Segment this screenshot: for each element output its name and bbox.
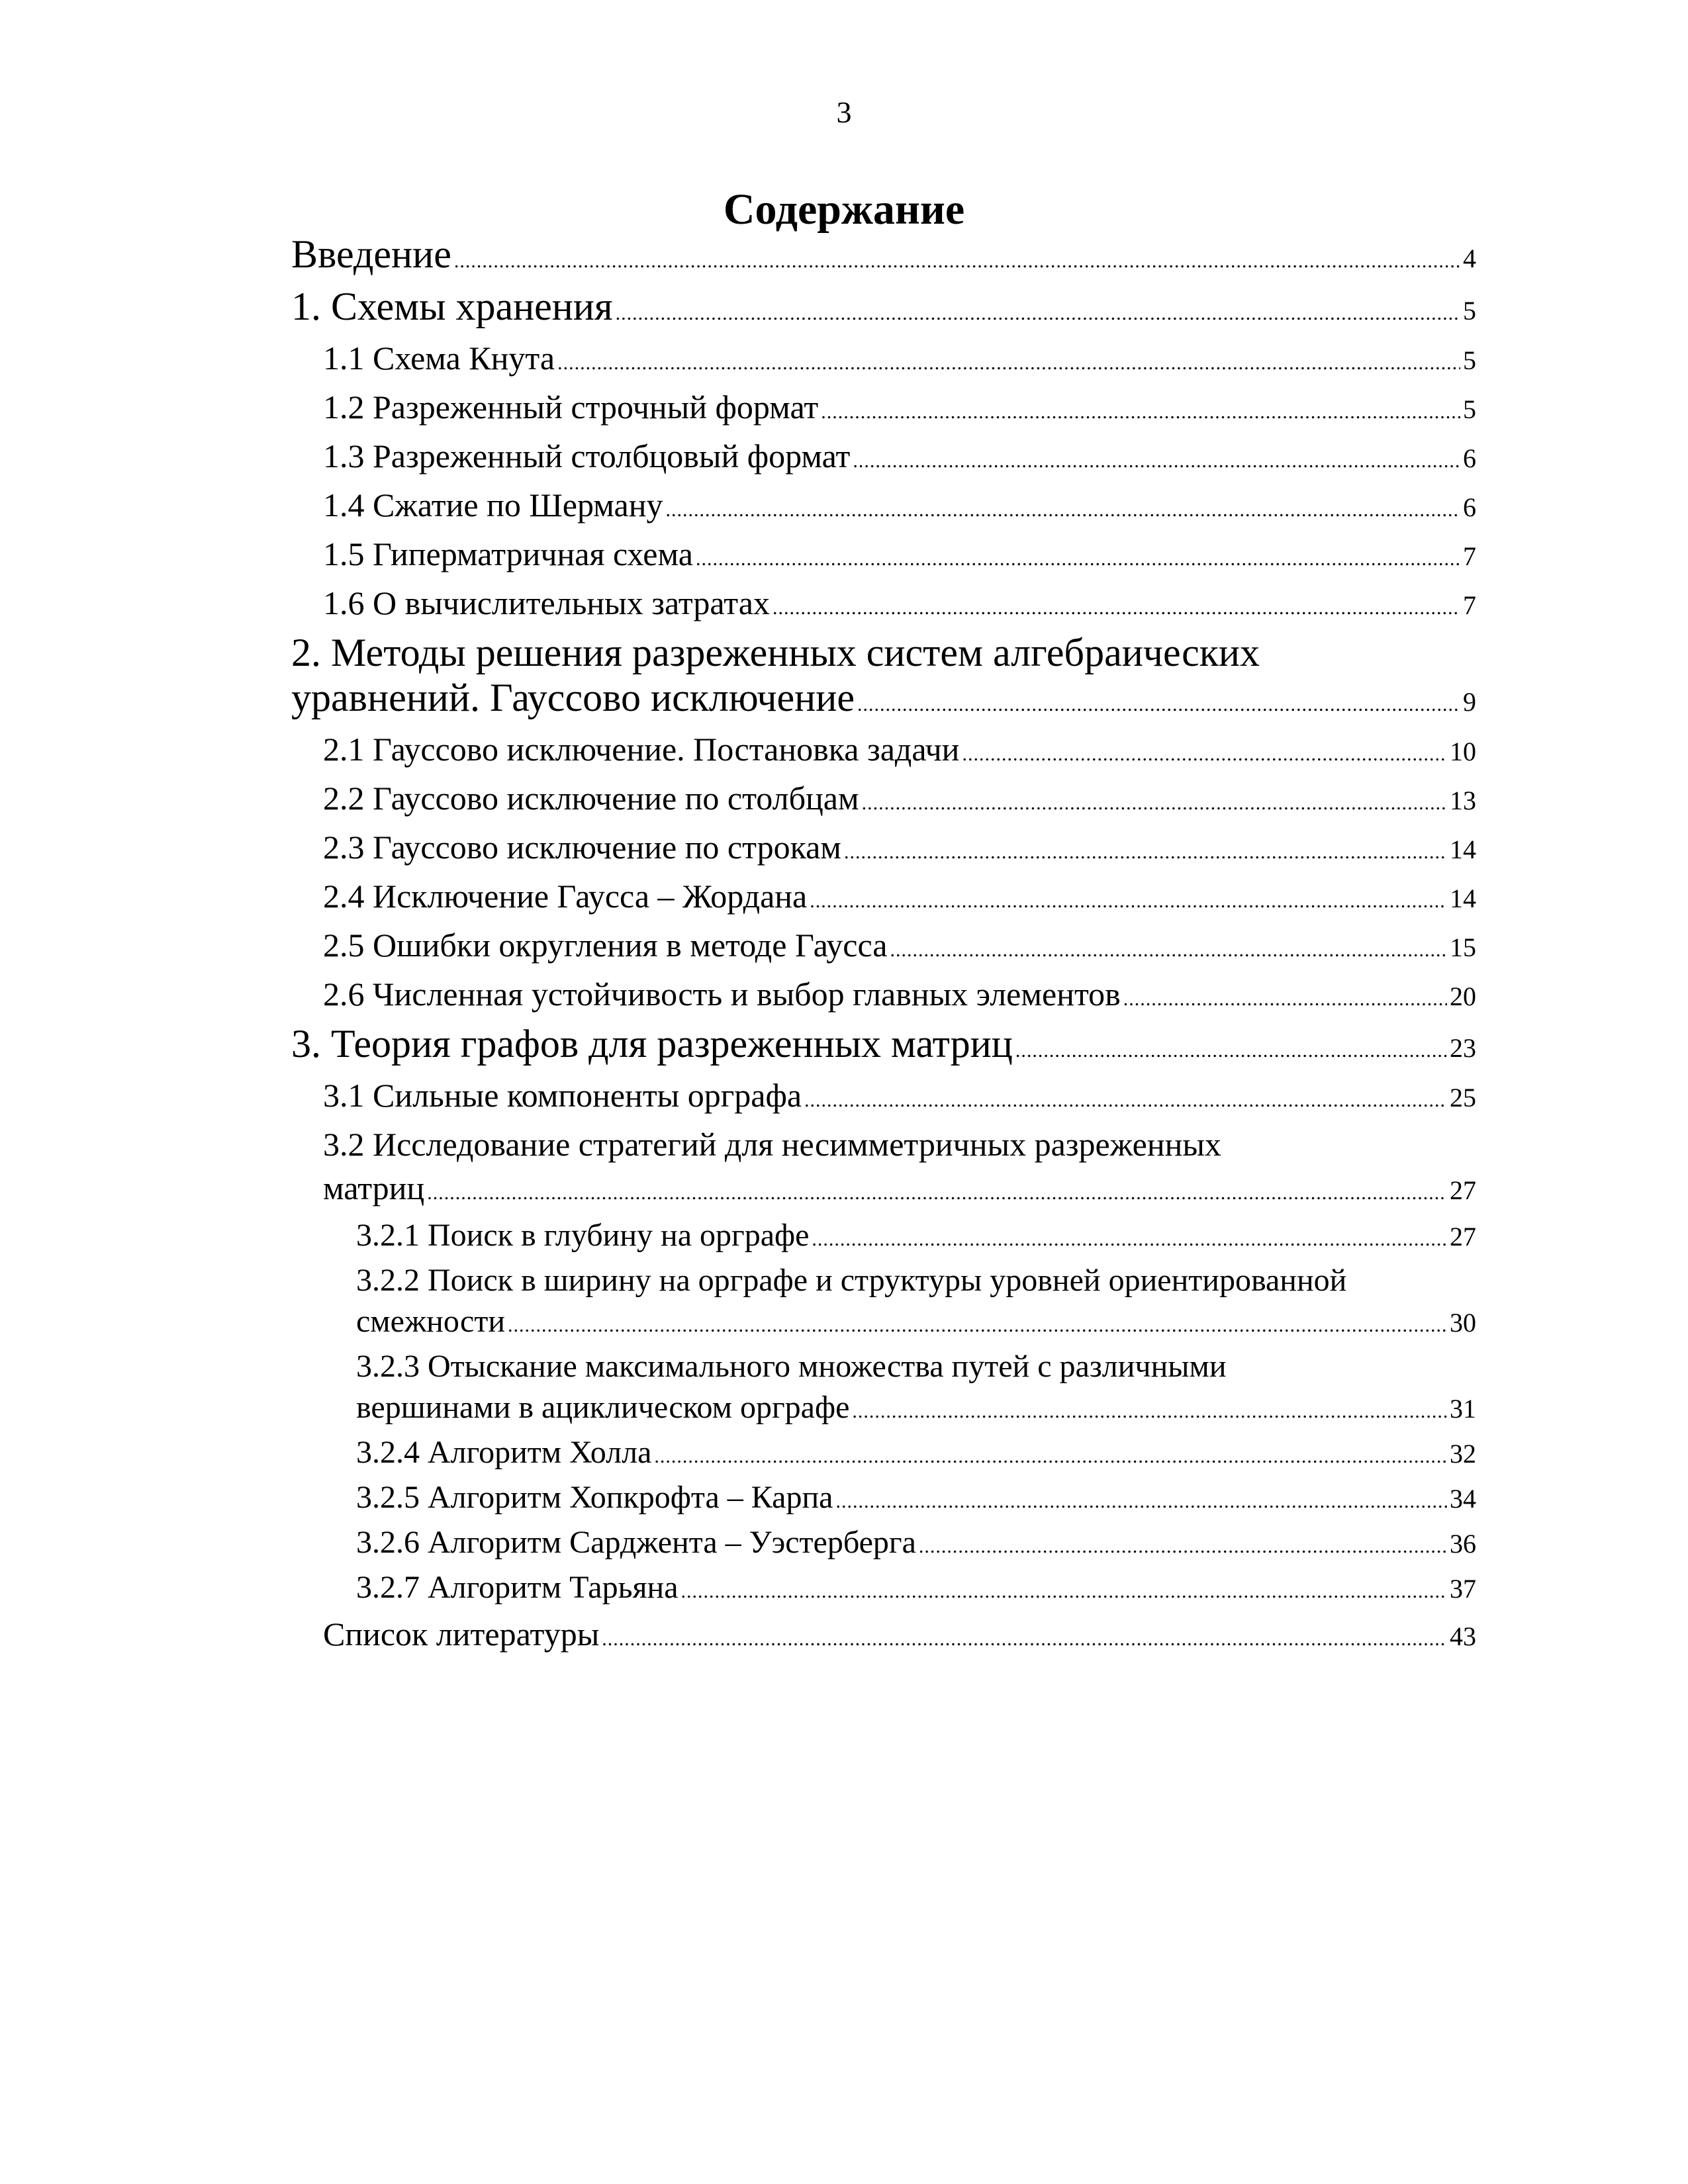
dot-leader xyxy=(1123,978,1447,1021)
toc-entry xyxy=(291,1260,1476,1346)
toc-entry xyxy=(291,385,1476,434)
toc-page-number: 13 xyxy=(1450,786,1476,815)
toc-row xyxy=(291,727,1476,776)
toc-page-number: 9 xyxy=(1463,687,1476,717)
toc-page-number: 43 xyxy=(1450,1621,1476,1651)
toc-page-number: 31 xyxy=(1450,1394,1476,1424)
toc-page-number: 37 xyxy=(1450,1574,1476,1604)
toc-entry-line: 3.2.2 Поиск в ширину на орграфе и структуры уровней ориентированной xyxy=(356,1263,1347,1298)
toc-entry-label: 2.6 Численная устойчивость и выбор главных элементов xyxy=(323,976,1121,1013)
toc-entry-label: 1.1 Схема Кнута xyxy=(323,340,555,377)
toc-entry-label: уравнений. Гауссово исключение xyxy=(291,676,855,719)
toc-page-number: 14 xyxy=(1450,884,1476,913)
toc-entry-label: 3.2.1 Поиск в глубину на орграфе xyxy=(356,1218,810,1253)
dot-leader xyxy=(857,682,1460,727)
toc-page-number: 27 xyxy=(1450,1175,1476,1205)
dot-leader xyxy=(454,239,1460,284)
toc-row xyxy=(291,923,1476,972)
dot-leader xyxy=(862,782,1447,825)
toc-entry xyxy=(291,284,1476,336)
toc-entry-line: 3.2 Исследование стратегий для несимметричных разреженных xyxy=(323,1126,1221,1163)
toc-page-number: 14 xyxy=(1450,835,1476,864)
dot-leader xyxy=(557,341,1460,385)
dot-leader xyxy=(773,586,1460,630)
toc-entry-label: 3.1 Сильные компоненты орграфа xyxy=(323,1077,802,1114)
toc-entry-label: 1. Схемы хранения xyxy=(291,285,613,328)
toc-row xyxy=(291,434,1476,483)
toc-entry-line: 3.2.3 Отыскание максимального множества путей с различными xyxy=(356,1349,1227,1384)
toc-entry xyxy=(291,825,1476,874)
toc-row xyxy=(291,825,1476,874)
toc-entry-label: 1.2 Разреженный строчный формат xyxy=(323,388,819,426)
toc-page-number: 25 xyxy=(1450,1083,1476,1113)
toc-entry xyxy=(291,1522,1476,1567)
dot-leader xyxy=(890,929,1447,972)
dot-leader xyxy=(427,1171,1447,1215)
toc-entry-label: 3.2.6 Алгоритм Сарджента – Уэстерберга xyxy=(356,1525,916,1560)
toc-row xyxy=(291,581,1476,630)
page-title: Содержание xyxy=(723,185,965,234)
toc-entry xyxy=(291,1567,1476,1612)
toc-row xyxy=(291,675,1476,727)
toc-entry xyxy=(291,483,1476,532)
toc-entry-label: матриц xyxy=(323,1169,425,1206)
toc-entry xyxy=(291,1477,1476,1522)
toc-page-number: 7 xyxy=(1463,541,1476,571)
toc-entry xyxy=(291,727,1476,776)
dot-leader xyxy=(602,1617,1447,1661)
toc-page-number: 10 xyxy=(1450,737,1476,766)
toc-row xyxy=(291,776,1476,825)
toc-entry-label: Введение xyxy=(291,232,451,276)
toc-entry xyxy=(291,874,1476,923)
toc-entry-label: вершинами в ациклическом орграфе xyxy=(356,1390,850,1425)
toc-row xyxy=(291,1477,1476,1522)
toc-entry-label: 3.2.4 Алгоритм Холла xyxy=(356,1435,652,1470)
toc-entry xyxy=(291,581,1476,630)
page-number: 3 xyxy=(836,95,852,129)
toc-row xyxy=(291,232,1476,284)
toc-entry xyxy=(291,1612,1476,1661)
dot-leader xyxy=(919,1526,1447,1567)
toc-row xyxy=(291,1021,1476,1073)
toc-entry xyxy=(291,1346,1476,1432)
toc-entry xyxy=(291,1021,1476,1073)
toc-entry-label: 1.6 О вычислительных затратах xyxy=(323,584,770,621)
toc-row xyxy=(291,1612,1476,1661)
toc-entry xyxy=(291,1432,1476,1477)
dot-leader xyxy=(810,880,1447,923)
toc-entry-line: 2. Методы решения разреженных систем алгебраических xyxy=(291,631,1260,674)
toc-row xyxy=(291,874,1476,923)
toc-row xyxy=(291,1301,1476,1346)
toc-page-number: 5 xyxy=(1463,394,1476,424)
toc-row xyxy=(291,1432,1476,1477)
dot-leader xyxy=(821,390,1460,434)
toc-row xyxy=(291,385,1476,434)
toc-row xyxy=(291,1567,1476,1612)
toc-page-number: 7 xyxy=(1463,590,1476,620)
toc-entry-label: 3. Теория графов для разреженных матриц xyxy=(291,1022,1013,1066)
toc-row xyxy=(291,972,1476,1021)
toc-entry xyxy=(291,434,1476,483)
dot-leader xyxy=(852,1391,1447,1432)
toc-entry-label: 2.3 Гауссово исключение по строкам xyxy=(323,829,841,866)
toc-entry xyxy=(291,972,1476,1021)
dot-leader xyxy=(616,291,1460,336)
toc-row xyxy=(291,336,1476,385)
dot-leader xyxy=(681,1571,1447,1612)
toc-page-number: 30 xyxy=(1450,1308,1476,1338)
toc-page-number: 15 xyxy=(1450,933,1476,962)
table-of-contents xyxy=(291,232,1476,1661)
toc-page-number: 32 xyxy=(1450,1439,1476,1469)
dot-leader xyxy=(1015,1028,1447,1073)
toc-entry-label: 1.4 Сжатие по Шерману xyxy=(323,486,663,523)
dot-leader xyxy=(804,1079,1447,1122)
toc-page-number: 6 xyxy=(1463,443,1476,473)
toc-entry-label: Список литературы xyxy=(323,1615,600,1653)
dot-leader xyxy=(665,488,1460,532)
toc-page-number: 5 xyxy=(1463,296,1476,326)
dot-leader xyxy=(853,439,1460,483)
toc-row xyxy=(291,284,1476,336)
dot-leader xyxy=(654,1436,1447,1477)
toc-page-number: 20 xyxy=(1450,981,1476,1011)
toc-page-number: 34 xyxy=(1450,1484,1476,1514)
toc-row xyxy=(291,483,1476,532)
toc-page-number: 4 xyxy=(1463,244,1476,273)
dot-leader xyxy=(844,831,1447,874)
toc-entry xyxy=(291,1215,1476,1260)
toc-row xyxy=(291,1522,1476,1567)
toc-entry-label: 1.5 Гиперматричная схема xyxy=(323,535,693,572)
toc-entry-label: 2.1 Гауссово исключение. Постановка задачи xyxy=(323,731,960,768)
dot-leader xyxy=(696,537,1460,581)
toc-entry-label: 2.4 Исключение Гаусса – Жордана xyxy=(323,878,808,915)
toc-page-number: 23 xyxy=(1450,1033,1476,1063)
toc-row xyxy=(291,1387,1476,1432)
toc-entry-label: 2.5 Ошибки округления в методе Гаусса xyxy=(323,927,888,964)
dot-leader xyxy=(812,1219,1447,1260)
toc-entry-label: 2.2 Гауссово исключение по столбцам xyxy=(323,780,859,817)
toc-page-number: 36 xyxy=(1450,1529,1476,1559)
dot-leader xyxy=(962,733,1447,776)
toc-entry xyxy=(291,776,1476,825)
toc-row xyxy=(291,532,1476,581)
toc-entry xyxy=(291,336,1476,385)
toc-row xyxy=(291,1215,1476,1260)
toc-entry xyxy=(291,923,1476,972)
toc-page-number: 6 xyxy=(1463,492,1476,522)
toc-row xyxy=(291,1166,1476,1215)
toc-entry xyxy=(291,232,1476,284)
toc-page-number: 27 xyxy=(1450,1222,1476,1251)
toc-entry xyxy=(291,1122,1476,1215)
toc-entry-label: 3.2.7 Алгоритм Тарьяна xyxy=(356,1570,679,1605)
dot-leader xyxy=(835,1481,1447,1522)
dot-leader xyxy=(508,1305,1447,1346)
toc-entry xyxy=(291,1073,1476,1122)
toc-entry xyxy=(291,532,1476,581)
toc-page-number: 5 xyxy=(1463,345,1476,375)
toc-row xyxy=(291,1073,1476,1122)
toc-entry-label: 3.2.5 Алгоритм Хопкрофта – Карпа xyxy=(356,1480,833,1515)
toc-entry-label: 1.3 Разреженный столбцовый формат xyxy=(323,437,851,475)
toc-entry xyxy=(291,630,1476,727)
toc-entry-label: смежности xyxy=(356,1304,505,1339)
